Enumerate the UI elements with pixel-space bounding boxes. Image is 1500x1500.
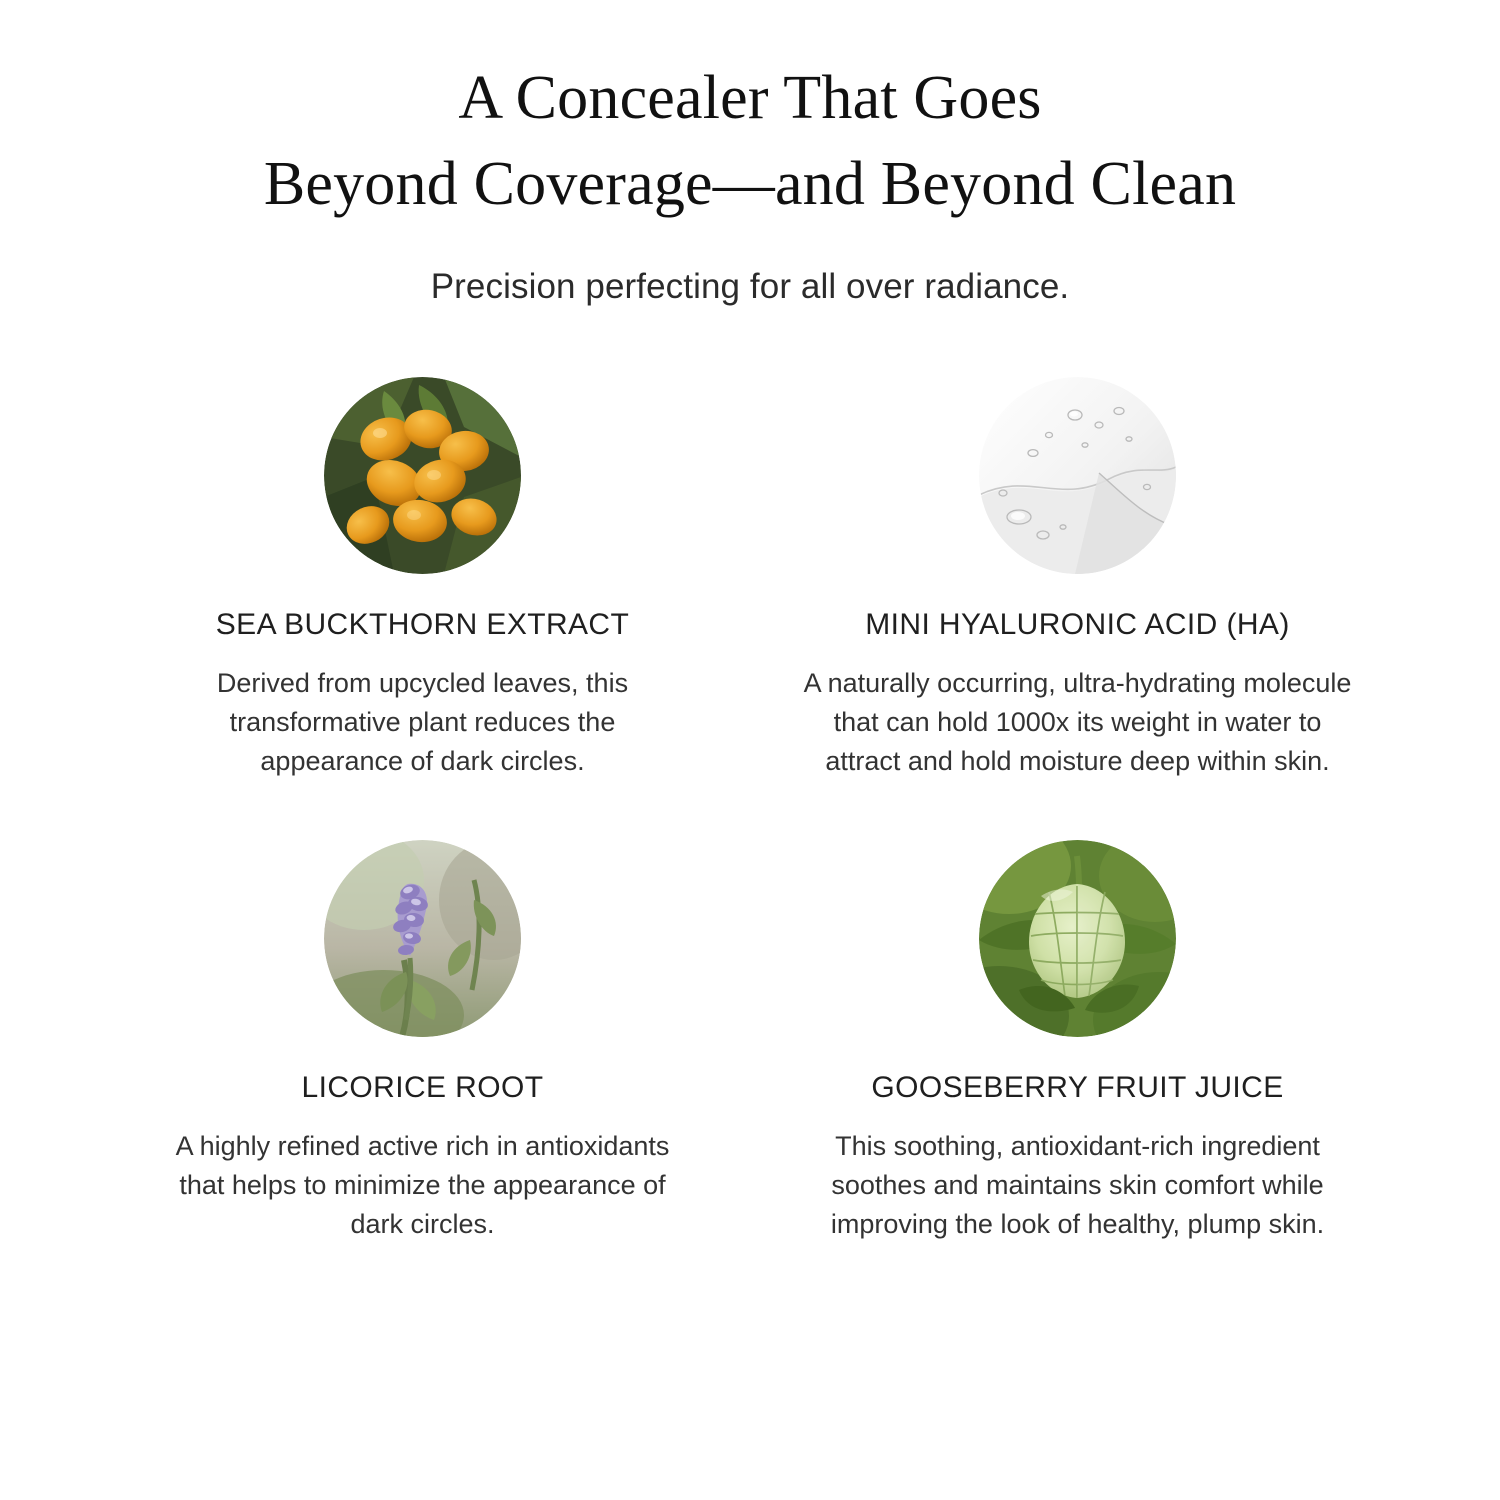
ingredient-title: LICORICE ROOT bbox=[301, 1070, 544, 1104]
gooseberry-fruit-photo bbox=[979, 840, 1176, 1037]
ingredient-description: A highly refined active rich in antioxidants that helps to minimize the appearance of dark circles. bbox=[175, 1130, 670, 1239]
ingredient-description: A naturally occurring, ultra-hydrating molecule that can hold 1000x its weight in water to attract and hold moisture deep within skin. bbox=[803, 668, 1352, 777]
sea-buckthorn-berries-photo bbox=[324, 377, 521, 574]
page-title bbox=[120, 56, 1380, 227]
ingredient-description: Derived from upcycled leaves, this transformative plant reduces the appearance of dark circles. bbox=[216, 668, 629, 777]
page-title-line-2: Beyond Coverage—and Beyond Clean bbox=[263, 149, 1237, 218]
ingredient-grid bbox=[0, 377, 1500, 1244]
ingredient-description: This soothing, antioxidant-rich ingredient soothes and maintains skin comfort while improving the look of healthy, plump skin. bbox=[830, 1130, 1325, 1239]
page-title-line-1: A Concealer That Goes bbox=[458, 64, 1042, 132]
ingredient-title: GOOSEBERRY FRUIT JUICE bbox=[871, 1070, 1284, 1104]
page-subtitle: Precision perfecting for all over radiance. bbox=[430, 267, 1070, 307]
ingredient-title: MINI HYALURONIC ACID (HA) bbox=[865, 608, 1290, 642]
licorice-root-flower-photo bbox=[324, 840, 521, 1037]
ingredient-card bbox=[750, 377, 1405, 781]
ingredient-card bbox=[750, 840, 1405, 1244]
page-header bbox=[0, 0, 1500, 307]
ingredient-card bbox=[95, 377, 750, 781]
ingredient-title: SEA BUCKTHORN EXTRACT bbox=[215, 608, 630, 642]
ingredient-card bbox=[95, 840, 750, 1244]
hyaluronic-acid-gel-texture-photo bbox=[979, 377, 1176, 574]
